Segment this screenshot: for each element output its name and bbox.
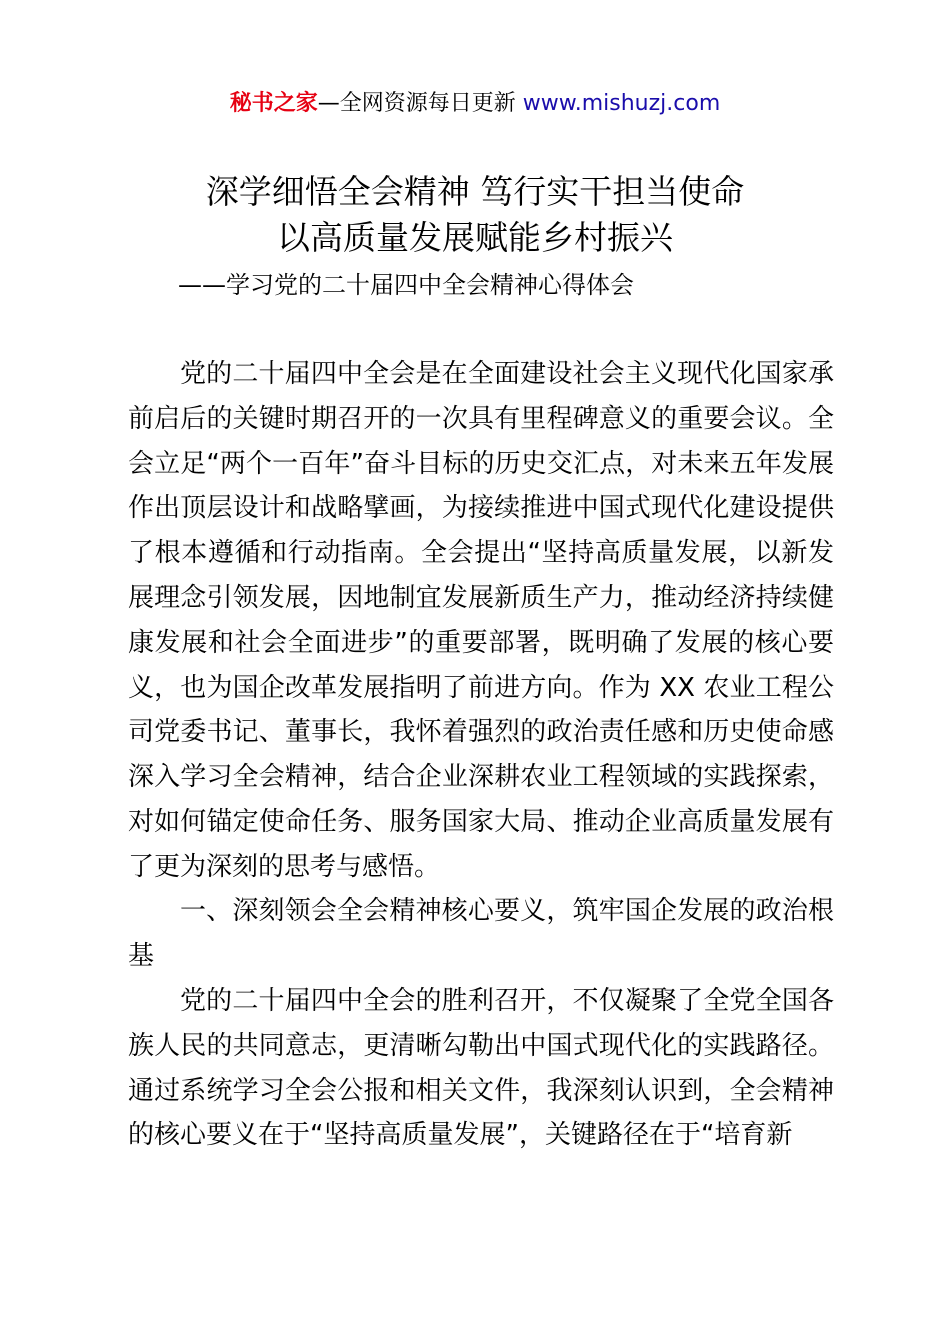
document-title-line-2: 以高质量发展赋能乡村振兴	[277, 218, 673, 257]
site-header	[0, 88, 950, 120]
intro-paragraph: 党的二十届四中全会是在全面建设社会主义现代化国家承前启后的关键时期召开的一次具有里程碑意义的重要会议。全会立足“两个一百年”奋斗目标的历史交汇点，对未来五年发展作出顶层设计和战略擘画，为接续推进中国式现代化建设提供了根本遵循和行动指南。全会提出“坚持高质量发展，以新发展理念引领发展，因地制宜发展新质生产力，推动经济持续健康发展和社会全面进步”的重要部署，既明确了发展的核心要义，也为国企改革发展指明了前进方向。作为 XX 农业工程公司党委书记、董事长，我怀着强烈的政治责任感和历史使命感深入学习全会精神，结合企业深耕农业工程领域的实践探索，对如何锚定使命任务、服务国家大局、推动企业高质量发展有了更为深刻的思考与感悟。	[128, 359, 834, 882]
site-slogan: —全网资源每日更新	[317, 91, 523, 116]
site-url-link[interactable]: www.mishuzj.com	[522, 91, 721, 116]
section-1-heading: 一、深刻领会全会精神核心要义，筑牢国企发展的政治根基	[128, 896, 834, 971]
section-1-paragraph: 党的二十届四中全会的胜利召开，不仅凝聚了全党全国各族人民的共同意志，更清晰勾勒出中国式现代化的实践路径。通过系统学习全会公报和相关文件，我深刻认识到，全会精神的核心要义在于“坚持高质量发展”，关键路径在于“培育新	[128, 986, 834, 1151]
site-brand: 秘书之家	[229, 91, 318, 116]
document-title-line-1: 深学细悟全会精神 笃行实干担当使命	[205, 172, 745, 211]
document-subtitle: ——学习党的二十届四中全会精神心得体会	[178, 271, 634, 299]
